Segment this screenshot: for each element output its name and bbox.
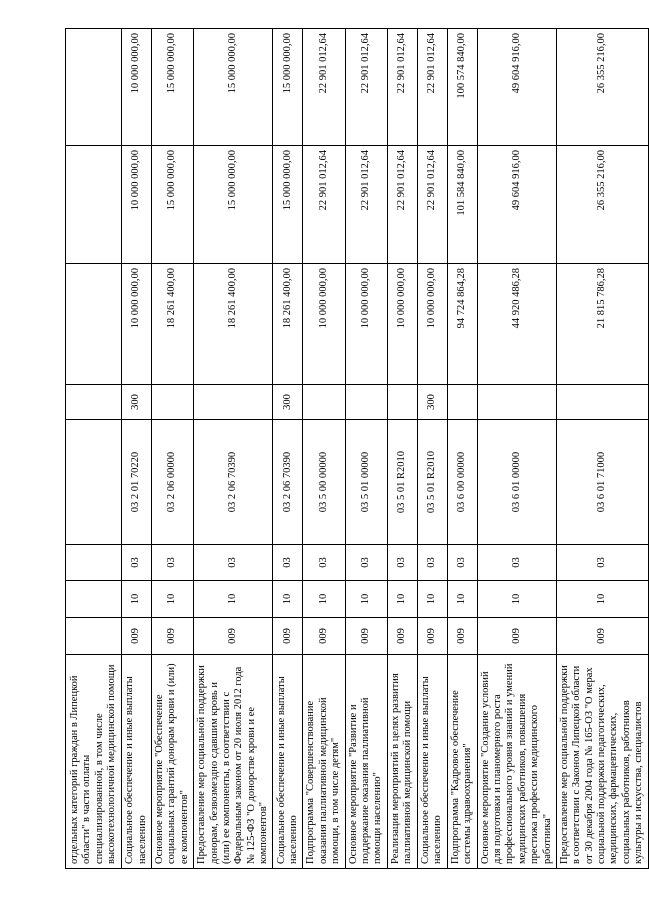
table-row xyxy=(122,29,152,869)
sum-year-2: 15 000 000,00 xyxy=(152,146,194,264)
sum-year-3: 100 574 840,00 xyxy=(447,29,477,146)
row-name: Подпрограмма "Совершенствование оказания паллиативной медицинской помощи, в том числе детям" xyxy=(303,655,345,869)
table-row xyxy=(447,29,477,869)
code-rz: 10 xyxy=(345,581,387,618)
sum-year-2: 10 000 000,00 xyxy=(122,146,152,264)
code-vr: 300 xyxy=(273,385,303,420)
sum-year-2: 22 901 012,64 xyxy=(387,146,417,264)
sum-year-1: 18 261 400,00 xyxy=(152,264,194,385)
code-pr: 03 xyxy=(152,545,194,581)
code-rz xyxy=(66,581,122,618)
table-row xyxy=(387,29,417,869)
code-rz: 10 xyxy=(122,581,152,618)
sum-year-3: 10 000 000,00 xyxy=(122,29,152,146)
table-row xyxy=(417,29,447,869)
code-rz: 10 xyxy=(194,581,273,618)
sum-year-2: 26 355 216,00 xyxy=(556,146,648,264)
table-row xyxy=(477,29,556,869)
code-vr: 300 xyxy=(417,385,447,420)
table-row xyxy=(152,29,194,869)
sum-year-3: 22 901 012,64 xyxy=(387,29,417,146)
code-ved: 009 xyxy=(345,618,387,655)
sum-year-3: 15 000 000,00 xyxy=(194,29,273,146)
code-ved xyxy=(66,618,122,655)
code-pr: 03 xyxy=(345,545,387,581)
code-ved: 009 xyxy=(194,618,273,655)
budget-table xyxy=(65,28,649,869)
sum-year-1: 94 724 864,28 xyxy=(447,264,477,385)
sum-year-1: 18 261 400,00 xyxy=(273,264,303,385)
code-vr xyxy=(556,385,648,420)
row-name: Основное мероприятие "Обеспечение социальных гарантий донорам крови и (или) ее компонентов" xyxy=(152,655,194,869)
sum-year-1: 10 000 000,00 xyxy=(345,264,387,385)
table-row xyxy=(303,29,345,869)
sum-year-1 xyxy=(66,264,122,385)
sum-year-2: 22 901 012,64 xyxy=(345,146,387,264)
code-ved: 009 xyxy=(447,618,477,655)
row-name: Основное мероприятие "Создание условий для подготовки и планомерного роста профессионального уровня знаний и умений медицинских работников, повышения престижа профессии медицинского работника" xyxy=(477,655,556,869)
sum-year-3 xyxy=(66,29,122,146)
code-pr: 03 xyxy=(477,545,556,581)
code-vr xyxy=(345,385,387,420)
table-row xyxy=(556,29,648,869)
code-rz: 10 xyxy=(556,581,648,618)
rotated-page xyxy=(65,29,645,869)
code-csr: 03 6 01 00000 xyxy=(477,420,556,545)
sum-year-1: 44 920 486,28 xyxy=(477,264,556,385)
code-rz: 10 xyxy=(303,581,345,618)
code-vr: 300 xyxy=(122,385,152,420)
code-vr xyxy=(477,385,556,420)
code-rz: 10 xyxy=(477,581,556,618)
row-name: отдельных категорий граждан в Липецкой области" в части оплаты специализированной, в том числе высокотехнологичной медицинской помощи xyxy=(66,655,122,869)
sum-year-2: 49 604 916,00 xyxy=(477,146,556,264)
sum-year-3: 26 355 216,00 xyxy=(556,29,648,146)
sum-year-1: 10 000 000,00 xyxy=(417,264,447,385)
sum-year-2 xyxy=(66,146,122,264)
row-name: Социальное обеспечение и иные выплаты населению xyxy=(122,655,152,869)
code-pr xyxy=(66,545,122,581)
code-csr: 03 6 01 71000 xyxy=(556,420,648,545)
sum-year-3: 22 901 012,64 xyxy=(303,29,345,146)
code-rz: 10 xyxy=(152,581,194,618)
row-name: Социальное обеспечение и иные выплаты населению xyxy=(273,655,303,869)
code-csr: 03 6 00 00000 xyxy=(447,420,477,545)
code-csr: 03 2 01 70220 xyxy=(122,420,152,545)
code-csr: 03 2 06 70390 xyxy=(273,420,303,545)
sum-year-3: 22 901 012,64 xyxy=(417,29,447,146)
code-ved: 009 xyxy=(303,618,345,655)
sum-year-2: 22 901 012,64 xyxy=(417,146,447,264)
code-csr: 03 5 01 R2010 xyxy=(387,420,417,545)
row-name: Реализация мероприятий в целях развития паллиативной медицинской помощи xyxy=(387,655,417,869)
code-ved: 009 xyxy=(417,618,447,655)
code-vr xyxy=(194,385,273,420)
code-ved: 009 xyxy=(477,618,556,655)
sum-year-1: 10 000 000,00 xyxy=(122,264,152,385)
code-pr: 03 xyxy=(417,545,447,581)
code-pr: 03 xyxy=(273,545,303,581)
code-vr xyxy=(447,385,477,420)
code-rz: 10 xyxy=(447,581,477,618)
code-rz: 10 xyxy=(387,581,417,618)
sum-year-2: 15 000 000,00 xyxy=(194,146,273,264)
code-csr: 03 5 01 00000 xyxy=(345,420,387,545)
code-pr: 03 xyxy=(556,545,648,581)
code-ved: 009 xyxy=(387,618,417,655)
code-pr: 03 xyxy=(303,545,345,581)
table-row xyxy=(273,29,303,869)
code-pr: 03 xyxy=(122,545,152,581)
sum-year-1: 21 815 786,28 xyxy=(556,264,648,385)
sum-year-1: 10 000 000,00 xyxy=(303,264,345,385)
row-name: Основное мероприятие "Развитие и поддержание оказания паллиативной помощи населению" xyxy=(345,655,387,869)
row-name: Предоставление мер социальной поддержки донорам, безвозмездно сдавшим кровь и (или) ее компоненты, в соответствии с Федеральным законом от 20 июля 2012 года № 125-ФЗ "О донорстве крови и ее компонентов" xyxy=(194,655,273,869)
code-rz: 10 xyxy=(273,581,303,618)
code-ved: 009 xyxy=(273,618,303,655)
code-ved: 009 xyxy=(152,618,194,655)
row-name: Социальное обеспечение и иные выплаты населению xyxy=(417,655,447,869)
sum-year-3: 49 604 916,00 xyxy=(477,29,556,146)
code-vr xyxy=(387,385,417,420)
table-row xyxy=(345,29,387,869)
code-ved: 009 xyxy=(556,618,648,655)
row-name: Предоставление мер социальной поддержки в соответствии с Законом Липецкой области от 30 декабря 2004 года № 165-ОЗ "О мерах социальной поддержки педагогических, медицинских, фармацевтических, социальных работников, работников культуры и искусства, специалистов xyxy=(556,655,648,869)
code-csr: 03 5 00 00000 xyxy=(303,420,345,545)
table-row xyxy=(194,29,273,869)
sum-year-3: 22 901 012,64 xyxy=(345,29,387,146)
code-csr: 03 2 06 70390 xyxy=(194,420,273,545)
table-body xyxy=(66,29,649,869)
code-pr: 03 xyxy=(194,545,273,581)
code-pr: 03 xyxy=(447,545,477,581)
sum-year-1: 18 261 400,00 xyxy=(194,264,273,385)
code-vr xyxy=(152,385,194,420)
code-ved: 009 xyxy=(122,618,152,655)
code-csr: 03 2 06 00000 xyxy=(152,420,194,545)
sum-year-3: 15 000 000,00 xyxy=(273,29,303,146)
sum-year-1: 10 000 000,00 xyxy=(387,264,417,385)
code-vr xyxy=(66,385,122,420)
code-vr xyxy=(303,385,345,420)
table-row xyxy=(66,29,122,869)
row-name: Подпрограмма "Кадровое обеспечение системы здравоохранения" xyxy=(447,655,477,869)
sum-year-2: 22 901 012,64 xyxy=(303,146,345,264)
sum-year-2: 15 000 000,00 xyxy=(273,146,303,264)
code-rz: 10 xyxy=(417,581,447,618)
code-pr: 03 xyxy=(387,545,417,581)
sum-year-2: 101 584 840,00 xyxy=(447,146,477,264)
code-csr: 03 5 01 R2010 xyxy=(417,420,447,545)
sum-year-3: 15 000 000,00 xyxy=(152,29,194,146)
code-csr xyxy=(66,420,122,545)
